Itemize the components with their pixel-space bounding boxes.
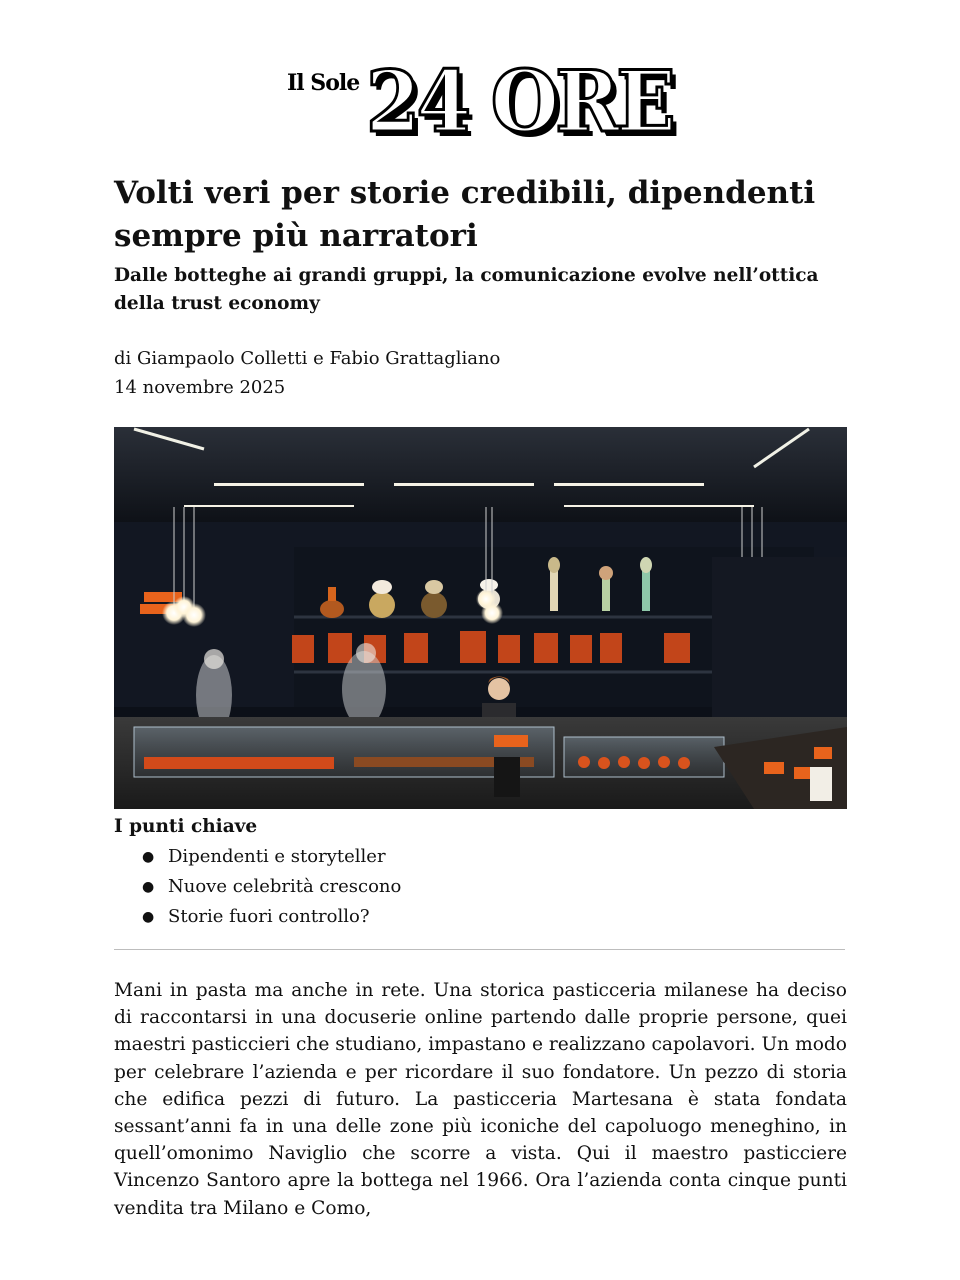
masthead-big: 24 ORE — [366, 52, 673, 151]
key-point-text: Dipendenti e storyteller — [168, 846, 386, 867]
article-photo — [114, 427, 847, 809]
bullet-icon: ● — [142, 909, 155, 925]
article-date: 14 novembre 2025 — [114, 377, 286, 398]
section-divider — [114, 949, 845, 950]
key-point-text: Storie fuori controllo? — [168, 906, 370, 927]
article-body: Mani in pasta ma anche in rete. Una storica pasticceria milanese ha deciso di raccontarsi in una docuserie online partendo dalle proprie persone, quei maestri pasticcieri che studiano, impastano e realizzano capolavori. Un modo per celebrare l’azienda e per ricordare il suo fondatore. Un pezzo di storia che edifica pezzi di futuro. La pasticceria Martesana è stata fondata sessant’anni fa in una delle zone più iconiche del capoluogo meneghino, in quell’omonimo Naviglio che scorre a vista. Qui il maestro pasticciere Vincenzo Santoro apre la bottega nel 1966. Ora l’azienda conta cinque punti vendita tra Milano e Como, — [114, 980, 847, 1219]
masthead-small: Il Sole — [287, 70, 360, 96]
key-point-text: Nuove celebrità crescono — [168, 876, 402, 897]
masthead-logo — [0, 52, 960, 154]
bullet-icon: ● — [142, 879, 155, 895]
article-byline: di Giampaolo Colletti e Fabio Grattagliano — [114, 348, 501, 369]
key-points-heading: I punti chiave — [114, 816, 258, 837]
key-point-item — [140, 872, 401, 902]
bullet-icon: ● — [142, 849, 155, 865]
key-points-list — [140, 842, 401, 932]
article-subtitle: Dalle botteghe ai grandi gruppi, la comunicazione evolve nell’ottica della trust economy — [114, 265, 819, 314]
key-point-item — [140, 902, 401, 932]
key-point-item — [140, 842, 401, 872]
article-title: Volti veri per storie credibili, dipendenti sempre più narratori — [114, 175, 816, 254]
